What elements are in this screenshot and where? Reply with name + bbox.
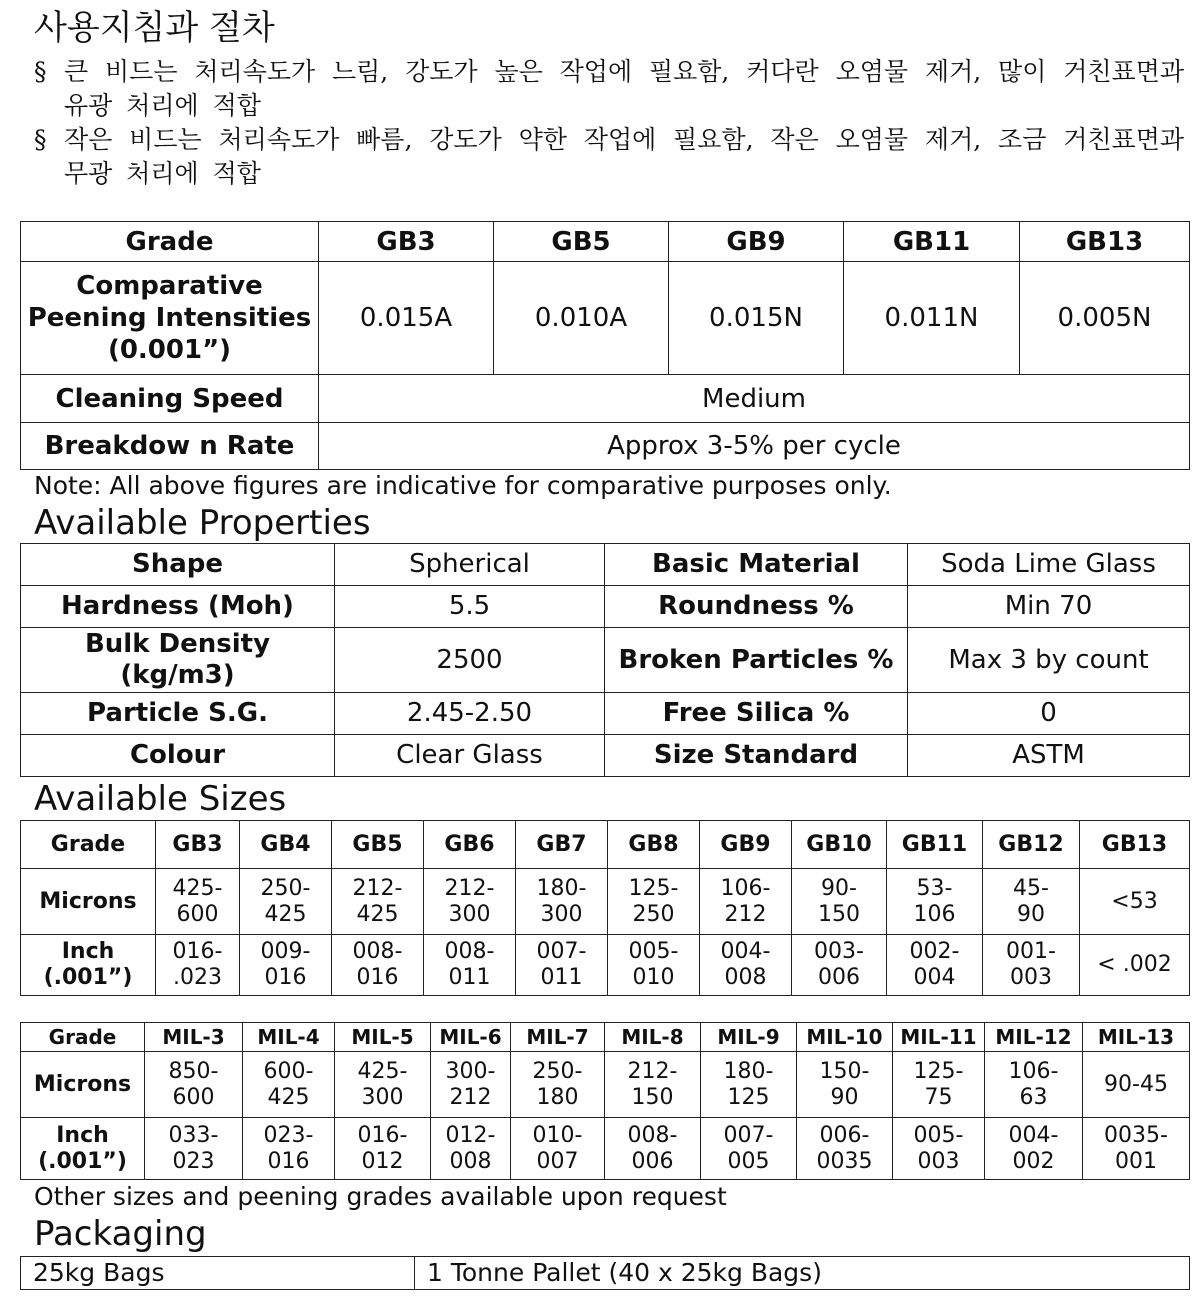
size-cell xyxy=(243,1052,335,1118)
size-cell xyxy=(608,935,700,996)
usage-title: 사용지침과 절차 xyxy=(34,8,275,48)
size-cell xyxy=(145,1052,243,1118)
size-cell xyxy=(893,1052,985,1118)
size-line: 004 xyxy=(913,965,956,990)
grade-header-row xyxy=(21,222,1190,262)
size-line: 106- xyxy=(1008,1058,1059,1084)
property-value: 5.5 xyxy=(335,586,605,628)
size-header-cell: MIL-7 xyxy=(511,1023,605,1052)
size-cell xyxy=(424,869,516,935)
size-line: 008 xyxy=(724,965,767,990)
peening-value: 0.011N xyxy=(844,262,1020,375)
packaging-option: 25kg Bags xyxy=(21,1257,415,1290)
size-line: 425 xyxy=(264,901,307,927)
size-line: 212- xyxy=(352,875,403,901)
property-label: Broken Particles % xyxy=(605,628,908,693)
size-line: 212 xyxy=(724,901,767,927)
property-row xyxy=(21,544,1190,586)
size-line: 011 xyxy=(540,965,583,990)
peening-value: 0.010A xyxy=(494,262,669,375)
size-line: 850- xyxy=(168,1058,219,1084)
size-line: 75 xyxy=(924,1084,953,1110)
size-cell xyxy=(792,869,887,935)
size-cell xyxy=(887,935,983,996)
size-header-cell: MIL-8 xyxy=(605,1023,701,1052)
size-cell xyxy=(701,1118,797,1180)
size-line: 53- xyxy=(916,875,953,901)
size-line: 250- xyxy=(260,875,311,901)
size-cell xyxy=(797,1118,893,1180)
size-cell xyxy=(332,869,424,935)
size-line: 011 xyxy=(448,965,491,990)
size-header-cell: GB11 xyxy=(887,821,983,869)
size-line: 300 xyxy=(448,901,491,927)
size-header-cell: GB4 xyxy=(240,821,332,869)
size-line: 016 xyxy=(267,1148,310,1174)
property-value: ASTM xyxy=(908,735,1190,777)
size-line: 300- xyxy=(445,1058,496,1084)
size-cell xyxy=(792,935,887,996)
size-line: 003- xyxy=(814,939,864,964)
size-line: 001- xyxy=(1006,939,1056,964)
inch-label-line: Inch xyxy=(61,939,115,964)
microns-label: Microns xyxy=(21,1052,145,1118)
size-line: 008- xyxy=(444,939,495,964)
size-line: 005 xyxy=(727,1148,770,1174)
size-line: 010- xyxy=(532,1122,583,1148)
size-line: 63 xyxy=(1019,1084,1048,1110)
size-line: 180- xyxy=(536,875,587,901)
size-header-cell: GB13 xyxy=(1080,821,1190,869)
size-cell xyxy=(424,935,516,996)
size-cell xyxy=(700,869,792,935)
size-line: 003 xyxy=(1010,965,1052,990)
size-cell xyxy=(516,935,608,996)
size-header-cell: Grade xyxy=(21,1023,145,1052)
size-header-cell: MIL-5 xyxy=(335,1023,431,1052)
size-line: 007 xyxy=(536,1148,579,1174)
size-line: 0035- xyxy=(1104,1122,1168,1148)
property-value: 2500 xyxy=(335,628,605,693)
gb-inch-row xyxy=(21,935,1190,996)
size-cell xyxy=(985,1118,1083,1180)
size-cell xyxy=(243,1118,335,1180)
size-cell xyxy=(516,869,608,935)
mil-microns-row xyxy=(21,1052,1190,1118)
size-header-cell: MIL-10 xyxy=(797,1023,893,1052)
inch-label xyxy=(21,1118,145,1180)
property-value: Min 70 xyxy=(908,586,1190,628)
size-line: 90 xyxy=(830,1084,859,1110)
grade-header-cell: GB5 xyxy=(494,222,669,262)
size-cell xyxy=(605,1118,701,1180)
mil-inch-row xyxy=(21,1118,1190,1180)
size-cell xyxy=(145,1118,243,1180)
packaging-option: 1 Tonne Pallet (40 x 25kg Bags) xyxy=(415,1257,1190,1290)
size-cell xyxy=(511,1052,605,1118)
size-line: 90 xyxy=(1017,901,1045,927)
size-cell xyxy=(893,1118,985,1180)
size-cell xyxy=(431,1052,511,1118)
size-line: 125- xyxy=(913,1058,964,1084)
peening-value: 0.015A xyxy=(319,262,494,375)
size-line: 180 xyxy=(536,1084,579,1110)
breakdown-rate-value: Approx 3-5% per cycle xyxy=(319,423,1190,470)
grade-header-cell: GB9 xyxy=(669,222,844,262)
size-cell xyxy=(797,1052,893,1118)
size-cell xyxy=(511,1118,605,1180)
size-header-cell: MIL-11 xyxy=(893,1023,985,1052)
peening-label xyxy=(21,262,319,375)
size-line: 006 xyxy=(818,965,860,990)
size-line: 010 xyxy=(632,965,675,990)
size-header-cell: MIL-6 xyxy=(431,1023,511,1052)
peening-label-line: (0.001”) xyxy=(107,335,232,365)
property-label: Roundness % xyxy=(605,586,908,628)
gb-microns-row xyxy=(21,869,1190,935)
size-line: 425 xyxy=(356,901,399,927)
size-line: 425- xyxy=(172,875,223,901)
peening-label-line: Peening Intensities xyxy=(27,303,312,333)
property-label: Hardness (Moh) xyxy=(21,586,335,628)
size-line: 005- xyxy=(628,939,679,964)
size-cell xyxy=(1083,1118,1190,1180)
usage-bullet-text: 작은 비드는 처리속도가 빠름, 강도가 약한 작업에 필요함, 작은 오염물 제거, 조금 거친표면과 무광 처리에 적합 xyxy=(64,125,1184,188)
size-line: 007- xyxy=(723,1122,774,1148)
size-header-cell: MIL-12 xyxy=(985,1023,1083,1052)
size-line: 016- xyxy=(172,939,223,964)
size-cell xyxy=(335,1118,431,1180)
size-line: 012 xyxy=(361,1148,404,1174)
size-header-cell: MIL-13 xyxy=(1083,1023,1190,1052)
size-line: 016 xyxy=(264,965,307,990)
size-cell xyxy=(156,935,240,996)
grade-comparison-table xyxy=(20,221,1190,470)
gb-header-row xyxy=(21,821,1190,869)
size-line: 212- xyxy=(444,875,495,901)
usage-bullet-text: 큰 비드는 처리속도가 느림, 강도가 높은 작업에 필요함, 커다란 오염물 제거, 많이 거친표면과 유광 처리에 적합 xyxy=(64,57,1184,120)
breakdown-rate-label: Breakdow n Rate xyxy=(21,423,319,470)
size-line: 106- xyxy=(720,875,771,901)
size-line: 008- xyxy=(352,939,403,964)
size-header-cell: GB3 xyxy=(156,821,240,869)
size-line: 008- xyxy=(627,1122,678,1148)
size-cell xyxy=(240,869,332,935)
size-cell xyxy=(431,1118,511,1180)
inch-label-line: (.001”) xyxy=(43,965,133,990)
grade-header-cell: GB3 xyxy=(319,222,494,262)
size-header-cell: MIL-3 xyxy=(145,1023,243,1052)
size-cell xyxy=(332,935,424,996)
size-line: 002- xyxy=(909,939,960,964)
property-label: Colour xyxy=(21,735,335,777)
size-line: 180- xyxy=(723,1058,774,1084)
size-cell xyxy=(985,1052,1083,1118)
size-line: 005- xyxy=(913,1122,964,1148)
size-line: < .002 xyxy=(1097,952,1172,977)
size-line: 016- xyxy=(357,1122,408,1148)
size-line: 006 xyxy=(631,1148,674,1174)
peening-value: 0.005N xyxy=(1020,262,1190,375)
cleaning-speed-row xyxy=(21,375,1190,423)
size-line: 300 xyxy=(540,901,583,927)
size-line: 90- xyxy=(821,875,857,901)
size-line: 300 xyxy=(361,1084,404,1110)
size-line: 023 xyxy=(172,1148,215,1174)
packaging-title: Packaging xyxy=(34,1214,207,1254)
size-line: 212- xyxy=(627,1058,678,1084)
size-header-cell: GB12 xyxy=(983,821,1080,869)
size-line: 125- xyxy=(628,875,679,901)
property-value: Max 3 by count xyxy=(908,628,1190,693)
grade-header-cell: Grade xyxy=(21,222,319,262)
section-sign-icon: § xyxy=(34,57,47,86)
size-line: 023- xyxy=(263,1122,314,1148)
grade-header-cell: GB11 xyxy=(844,222,1020,262)
gb-sizes-table xyxy=(20,820,1190,996)
size-line: 425 xyxy=(267,1084,310,1110)
size-header-cell: GB6 xyxy=(424,821,516,869)
peening-label-line: Comparative xyxy=(76,271,263,301)
packaging-row xyxy=(21,1257,1190,1290)
property-value: 0 xyxy=(908,693,1190,735)
size-cell xyxy=(1083,1052,1190,1118)
size-header-cell: MIL-9 xyxy=(701,1023,797,1052)
size-cell xyxy=(700,935,792,996)
property-label xyxy=(21,628,335,693)
cleaning-speed-label: Cleaning Speed xyxy=(21,375,319,423)
mil-sizes-table xyxy=(20,1022,1190,1180)
properties-table xyxy=(20,543,1190,777)
size-line: 125 xyxy=(727,1084,770,1110)
size-cell xyxy=(608,869,700,935)
usage-bullet-large-beads xyxy=(34,55,1184,123)
peening-value: 0.015N xyxy=(669,262,844,375)
property-value: Spherical xyxy=(335,544,605,586)
size-line: 016 xyxy=(356,965,399,990)
size-line: 250 xyxy=(632,901,675,927)
size-line: 007- xyxy=(536,939,587,964)
size-cell xyxy=(1080,935,1190,996)
inch-label-line: Inch xyxy=(56,1122,109,1148)
size-line: 150 xyxy=(631,1084,674,1110)
cleaning-speed-value: Medium xyxy=(319,375,1190,423)
microns-label: Microns xyxy=(21,869,156,935)
sizes-title: Available Sizes xyxy=(34,779,287,819)
usage-bullet-small-beads xyxy=(34,123,1184,191)
size-line: 425- xyxy=(357,1058,408,1084)
size-cell xyxy=(701,1052,797,1118)
size-line: 212 xyxy=(449,1084,492,1110)
indicative-note: Note: All above figures are indicative for comparative purposes only. xyxy=(34,471,892,500)
mil-header-row xyxy=(21,1023,1190,1052)
other-sizes-note: Other sizes and peening grades available upon request xyxy=(34,1182,727,1211)
size-header-cell: MIL-4 xyxy=(243,1023,335,1052)
size-line: 009- xyxy=(260,939,311,964)
property-row xyxy=(21,735,1190,777)
section-sign-icon: § xyxy=(34,125,47,154)
size-cell xyxy=(887,869,983,935)
size-header-cell: Grade xyxy=(21,821,156,869)
peening-row xyxy=(21,262,1190,375)
size-header-cell: GB9 xyxy=(700,821,792,869)
size-cell xyxy=(240,935,332,996)
properties-title: Available Properties xyxy=(34,503,371,543)
property-row xyxy=(21,693,1190,735)
size-cell xyxy=(1080,869,1190,935)
property-label: Free Silica % xyxy=(605,693,908,735)
grade-header-cell: GB13 xyxy=(1020,222,1190,262)
size-line: 150 xyxy=(818,901,860,927)
size-line: 004- xyxy=(1008,1122,1059,1148)
size-line: 003 xyxy=(917,1148,960,1174)
property-label: Basic Material xyxy=(605,544,908,586)
property-value: 2.45-2.50 xyxy=(335,693,605,735)
size-header-cell: GB8 xyxy=(608,821,700,869)
property-value: Soda Lime Glass xyxy=(908,544,1190,586)
packaging-table xyxy=(20,1256,1190,1290)
size-line: 004- xyxy=(720,939,771,964)
size-line: 001 xyxy=(1115,1148,1157,1174)
size-line: 002 xyxy=(1012,1148,1055,1174)
size-cell xyxy=(156,869,240,935)
property-label-line: Bulk Density xyxy=(84,629,271,659)
size-header-cell: GB5 xyxy=(332,821,424,869)
property-label: Shape xyxy=(21,544,335,586)
size-line: 600 xyxy=(176,901,219,927)
size-line: .023 xyxy=(173,965,222,990)
size-header-cell: GB10 xyxy=(792,821,887,869)
size-line: 600- xyxy=(263,1058,314,1084)
inch-label-line: (.001”) xyxy=(38,1148,127,1174)
property-label: Particle S.G. xyxy=(21,693,335,735)
property-label: Size Standard xyxy=(605,735,908,777)
size-line: 008 xyxy=(449,1148,492,1174)
breakdown-rate-row xyxy=(21,423,1190,470)
property-label-line: (kg/m3) xyxy=(120,660,235,690)
size-line: 150- xyxy=(819,1058,870,1084)
size-line: 012- xyxy=(445,1122,496,1148)
size-line: 90-45 xyxy=(1104,1071,1168,1097)
size-line: <53 xyxy=(1111,888,1158,914)
property-row xyxy=(21,586,1190,628)
size-line: 033- xyxy=(168,1122,219,1148)
size-line: 250- xyxy=(532,1058,583,1084)
size-cell xyxy=(605,1052,701,1118)
size-line: 0035 xyxy=(816,1148,873,1174)
size-cell xyxy=(335,1052,431,1118)
size-line: 106 xyxy=(913,901,956,927)
inch-label xyxy=(21,935,156,996)
size-cell xyxy=(983,869,1080,935)
size-line: 600 xyxy=(172,1084,215,1110)
size-line: 006- xyxy=(819,1122,870,1148)
property-row xyxy=(21,628,1190,693)
size-header-cell: GB7 xyxy=(516,821,608,869)
property-value: Clear Glass xyxy=(335,735,605,777)
size-cell xyxy=(983,935,1080,996)
size-line: 45- xyxy=(1013,875,1049,901)
